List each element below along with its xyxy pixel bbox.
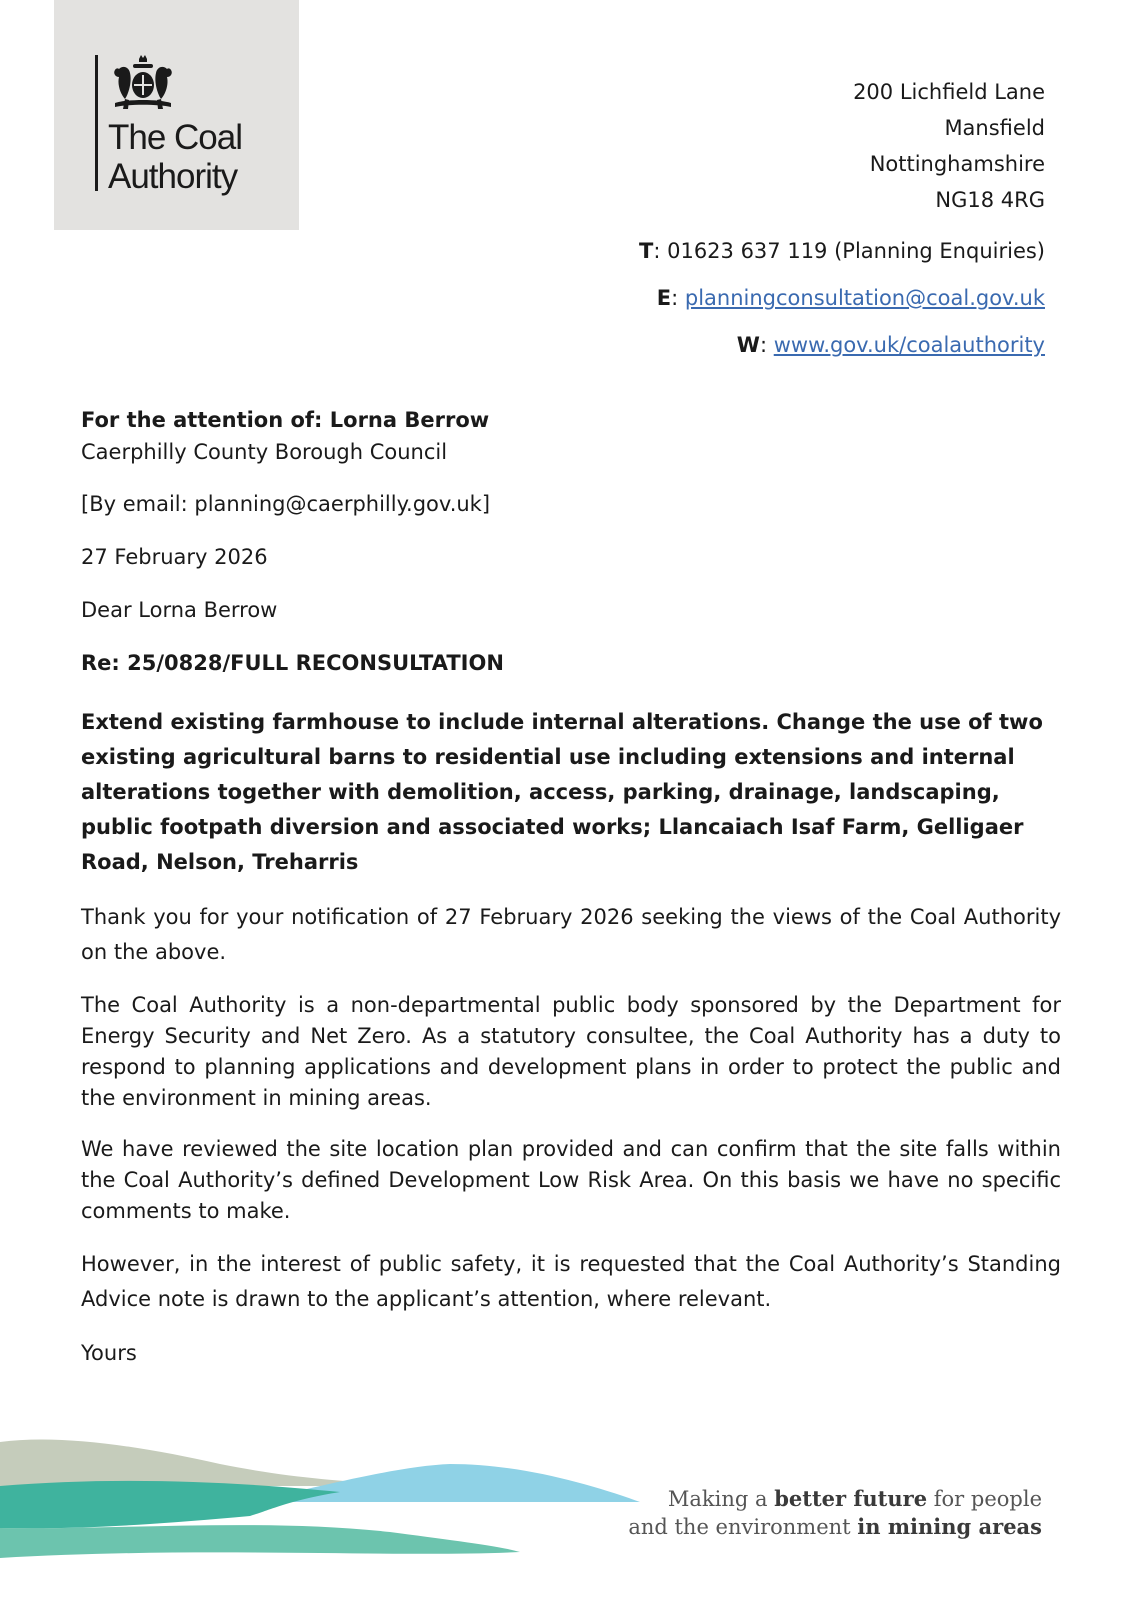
- email-label: E: [656, 286, 672, 310]
- email-line: E: planningconsultation@coal.gov.uk: [656, 286, 1045, 310]
- wave-teal: [0, 1481, 340, 1529]
- website-link[interactable]: www.gov.uk/coalauthority: [773, 333, 1045, 357]
- address-line-2: Mansfield: [944, 116, 1045, 140]
- logo-wordmark: [108, 118, 242, 196]
- phone-line: T: 01623 637 119 (Planning Enquiries): [639, 239, 1045, 263]
- tagline-line-2: and the environment in mining areas: [628, 1514, 1042, 1539]
- logo-line-1: The Coal: [108, 118, 243, 157]
- letter-body: [81, 404, 1061, 1369]
- by-email-line: [By email: planning@caerphilly.gov.uk]: [81, 492, 491, 516]
- web-line: W: www.gov.uk/coalauthority: [736, 333, 1045, 357]
- attention-line: For the attention of: Lorna Berrow: [81, 408, 490, 432]
- recipient-organisation: Caerphilly County Borough Council: [81, 440, 448, 464]
- address-line-1: 200 Lichfield Lane: [853, 80, 1045, 104]
- contact-details: [639, 228, 1045, 369]
- logo-divider-bar: [95, 55, 98, 191]
- reference-line: Re: 25/0828/FULL RECONSULTATION: [81, 651, 504, 675]
- web-label: W: [736, 333, 760, 357]
- paragraph-notification: Thank you for your notification of 27 February 2026 seeking the views of the Coal Authority on the above.: [81, 905, 1061, 964]
- address-line-3: Nottinghamshire: [869, 152, 1045, 176]
- royal-coat-of-arms-icon: [109, 55, 177, 111]
- letter-date: 27 February 2026: [81, 545, 268, 569]
- paragraph-about-authority: The Coal Authority is a non-departmental public body sponsored by the Department for Energy Security and Net Zero. As a statutory consultee, the Coal Authority has a duty to respond to planning applications and development plans in order to protect the public and the environment in mining areas.: [81, 993, 1061, 1110]
- salutation: Dear Lorna Berrow: [81, 598, 278, 622]
- sender-address: [853, 74, 1045, 218]
- coal-authority-logo: [54, 0, 299, 230]
- paragraph-standing-advice: However, in the interest of public safety, it is requested that the Coal Authority’s Standing Advice note is drawn to the applicant’s attention, where relevant.: [81, 1252, 1061, 1311]
- logo-line-2: Authority: [108, 157, 238, 196]
- subject-description: Extend existing farmhouse to include internal alterations. Change the use of two existing agricultural barns to residential use including extensions and internal alterations together with demolition, access, parking, drainage, landscaping, public footpath diversion and associated works; Llancaiach Isaf Farm, Gelligaer Road, Nelson, Treharris: [81, 710, 1043, 874]
- footer-tagline: [628, 1485, 1042, 1541]
- footer-wave-graphic: [0, 1420, 660, 1600]
- tagline-emphasis-2: in mining areas: [857, 1514, 1042, 1539]
- tagline-emphasis-1: better future: [774, 1486, 928, 1511]
- closing: Yours: [81, 1341, 137, 1365]
- email-link[interactable]: planningconsultation@coal.gov.uk: [684, 286, 1045, 310]
- paragraph-review: We have reviewed the site location plan provided and can confirm that the site falls within the Coal Authority’s defined Development Low Risk Area. On this basis we have no specific comments to make.: [81, 1137, 1061, 1223]
- address-line-4: NG18 4RG: [935, 188, 1045, 212]
- phone-label: T: [639, 239, 654, 263]
- phone-number: 01623 637 119 (Planning Enquiries): [667, 239, 1045, 263]
- tagline-line-1: Making a better future for people: [667, 1486, 1042, 1511]
- wave-green: [0, 1525, 520, 1558]
